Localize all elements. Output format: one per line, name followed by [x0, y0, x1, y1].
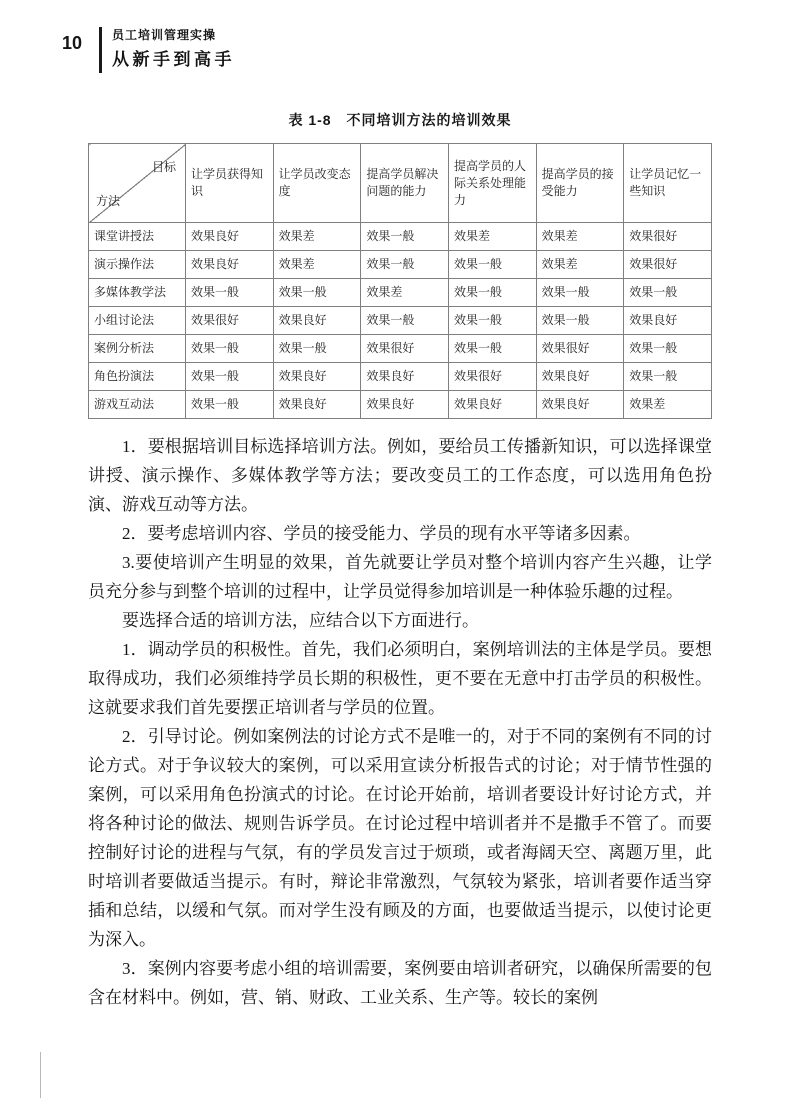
- table-column-header: 提高学员解决问题的能力: [361, 144, 449, 223]
- effect-cell: 效果一般: [273, 279, 361, 307]
- effect-cell: 效果一般: [448, 335, 536, 363]
- table-row: [89, 391, 712, 419]
- paragraph: 2．要考虑培训内容、学员的接受能力、学员的现有水平等诸多因素。: [122, 524, 641, 543]
- effect-cell: 效果一般: [186, 279, 274, 307]
- content-column: [88, 110, 712, 1012]
- effect-cell: 效果良好: [536, 363, 624, 391]
- page-edge-artifact: [40, 1052, 41, 1098]
- effect-cell: 效果良好: [536, 391, 624, 419]
- method-name-cell: 小组讨论法: [89, 307, 186, 335]
- page-number: 10: [62, 33, 83, 53]
- effect-cell: 效果一般: [448, 307, 536, 335]
- effect-cell: 效果良好: [273, 307, 361, 335]
- effect-cell: 效果一般: [624, 335, 712, 363]
- training-effects-table: [88, 143, 712, 419]
- method-name-cell: 游戏互动法: [89, 391, 186, 419]
- effect-cell: 效果一般: [361, 223, 449, 251]
- method-name-cell: 演示操作法: [89, 251, 186, 279]
- header-divider: [99, 27, 102, 73]
- book-title: 从新手到高手: [112, 50, 236, 69]
- effect-cell: 效果良好: [273, 391, 361, 419]
- effect-cell: 效果差: [273, 223, 361, 251]
- effect-cell: 效果良好: [186, 223, 274, 251]
- effect-cell: 效果很好: [448, 363, 536, 391]
- method-name-cell: 案例分析法: [89, 335, 186, 363]
- effect-cell: 效果一般: [448, 251, 536, 279]
- effect-cell: 效果一般: [361, 307, 449, 335]
- table-row: [89, 307, 712, 335]
- paragraph: 3．案例内容要考虑小组的培训需要，案例要由培训者研究，以确保所需要的包含在材料中。例如，营、销、财政、工业关系、生产等。较长的案例: [88, 959, 712, 1007]
- paragraph: 1．调动学员的积极性。首先，我们必须明白，案例培训法的主体是学员。要想取得成功，我们必须维持学员长期的积极性，更不要在无意中打击学员的积极性。这就要求我们首先要摆正培训者与学员的位置。: [88, 640, 712, 717]
- effect-cell: 效果良好: [361, 391, 449, 419]
- method-name-cell: 多媒体教学法: [89, 279, 186, 307]
- table-column-header: 提高学员的接受能力: [536, 144, 624, 223]
- method-name-cell: 课堂讲授法: [89, 223, 186, 251]
- effect-cell: 效果差: [536, 223, 624, 251]
- effect-cell: 效果很好: [624, 251, 712, 279]
- effect-cell: 效果很好: [624, 223, 712, 251]
- table-row: [89, 279, 712, 307]
- table-column-header: 让学员改变态度: [273, 144, 361, 223]
- effect-cell: 效果一般: [273, 335, 361, 363]
- table-header-row: [89, 144, 712, 223]
- table-row: [89, 335, 712, 363]
- effect-cell: 效果差: [536, 251, 624, 279]
- paragraph: 2．引导讨论。例如案例法的讨论方式不是唯一的，对于不同的案例有不同的讨论方式。对于争议较大的案例，可以采用宣读分析报告式的讨论；对于情节性强的案例，可以采用角色扮演式的讨论。在讨论开始前，培训者要设计好讨论方式，并将各种讨论的做法、规则告诉学员。在讨论过程中培训者并不是撒手不管了。而要控制好讨论的进程与气氛，有的学员发言过于烦琐，或者海阔天空、离题万里，此时培训者要做适当提示。有时，辩论非常激烈，气氛较为紧张，培训者要作适当穿插和总结，以缓和气氛。而对学生没有顾及的方面，也要做适当提示，以使讨论更为深入。: [88, 727, 712, 949]
- effect-cell: 效果一般: [536, 307, 624, 335]
- corner-label-method: 方法: [96, 194, 121, 208]
- effect-cell: 效果一般: [186, 391, 274, 419]
- effect-cell: 效果差: [361, 279, 449, 307]
- effect-cell: 效果良好: [273, 363, 361, 391]
- table-row: [89, 363, 712, 391]
- effect-cell: 效果良好: [361, 363, 449, 391]
- effect-cell: 效果良好: [624, 307, 712, 335]
- effect-cell: 效果良好: [186, 251, 274, 279]
- table-row: [89, 251, 712, 279]
- table-body: [89, 223, 712, 419]
- effect-cell: 效果一般: [361, 251, 449, 279]
- series-title: 员工培训管理实操: [112, 28, 217, 42]
- header-titles: [112, 27, 235, 68]
- effect-cell: 效果差: [448, 223, 536, 251]
- method-name-cell: 角色扮演法: [89, 363, 186, 391]
- effect-cell: 效果很好: [361, 335, 449, 363]
- effect-cell: 效果一般: [186, 363, 274, 391]
- effect-cell: 效果很好: [536, 335, 624, 363]
- effect-cell: 效果一般: [186, 335, 274, 363]
- table-row: [89, 223, 712, 251]
- page-header: [62, 27, 235, 73]
- effect-cell: 效果一般: [624, 363, 712, 391]
- effect-cell: 效果一般: [536, 279, 624, 307]
- effect-cell: 效果一般: [448, 279, 536, 307]
- effect-cell: 效果一般: [624, 279, 712, 307]
- diagonal-header-cell: [89, 144, 186, 223]
- paragraph: 1．要根据培训目标选择培训方法。例如，要给员工传播新知识，可以选择课堂讲授、演示操作、多媒体教学等方法；要改变员工的工作态度，可以选用角色扮演、游戏互动等方法。: [88, 437, 712, 514]
- paragraph: 3.要使培训产生明显的效果，首先就要让学员对整个培训内容产生兴趣，让学员充分参与到整个培训的过程中，让学员觉得参加培训是一种体验乐趣的过程。: [88, 553, 712, 601]
- table-column-header: 让学员记忆一些知识: [624, 144, 712, 223]
- paragraph: 要选择合适的培训方法，应结合以下方面进行。: [122, 611, 479, 630]
- effect-cell: 效果良好: [448, 391, 536, 419]
- effect-cell: 效果差: [273, 251, 361, 279]
- table-caption: 表 1-8 不同培训方法的培训效果: [288, 112, 512, 128]
- body-text: [88, 432, 712, 1012]
- effect-cell: 效果很好: [186, 307, 274, 335]
- effect-cell: 效果差: [624, 391, 712, 419]
- corner-label-target: 目标: [151, 160, 176, 174]
- table-column-header: 提高学员的人际关系处理能力: [448, 144, 536, 223]
- table-column-header: 让学员获得知识: [186, 144, 274, 223]
